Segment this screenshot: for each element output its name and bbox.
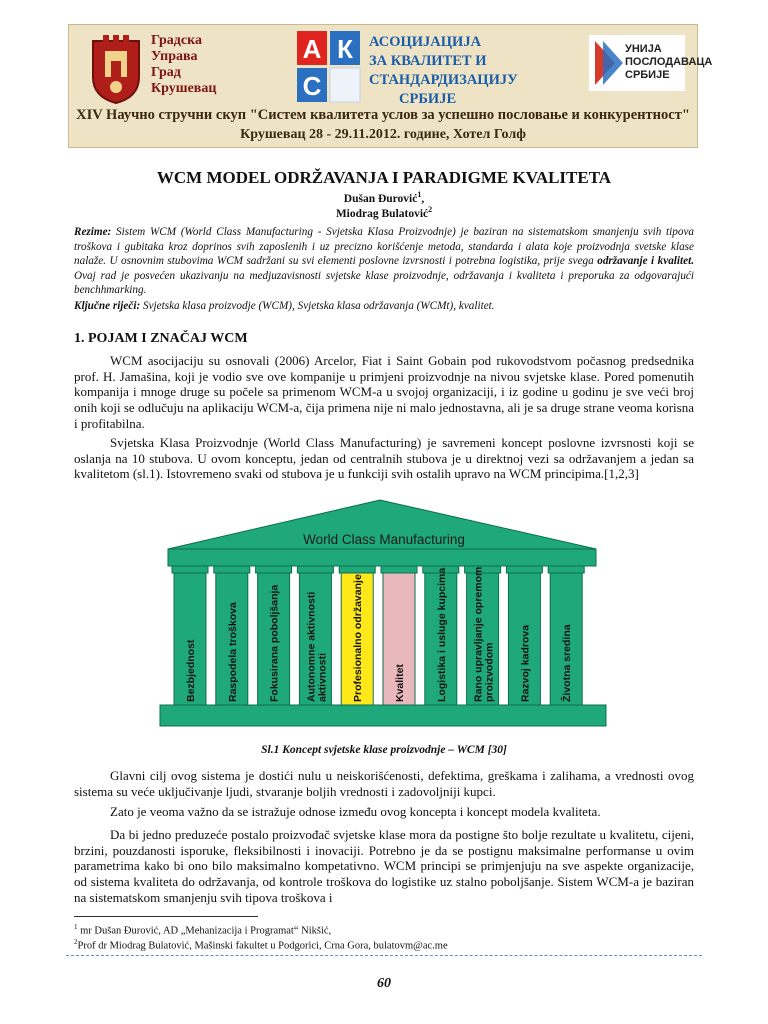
- ak-letter-k: К: [337, 34, 353, 64]
- pillar-capital: [172, 566, 208, 573]
- pillar-capital: [297, 566, 333, 573]
- footnote-1: $^1$ mr Dušan Đurović, AD „Mehanizacija i Programat“ Nikšić,: [74, 923, 332, 937]
- ak-letter-a: А: [302, 34, 322, 64]
- employers-union-name: УНИЈА ПОСЛОДАВАЦА СРБИЈЕ: [625, 43, 713, 81]
- section-heading: 1. POJAM I ZNAČAJ WCM: [74, 331, 248, 346]
- city-administration-name: Градска Управа Град Крушевац: [151, 33, 217, 96]
- pillar-label: Logistika i usluge kupcima: [435, 567, 448, 702]
- pillar-label: Životna sredina: [561, 624, 574, 702]
- pillar-label: Kvalitet: [394, 664, 406, 702]
- diagram-architrave: [168, 549, 596, 566]
- author-2: Miodrag Bulatović$^2$: [335, 205, 433, 220]
- author-1: Dušan Đurović$^1$,: [343, 190, 425, 205]
- pillar-label: Raspodela troškova: [226, 602, 239, 702]
- pillar-label: Bezbjednost: [185, 639, 197, 702]
- pillar-capital: [506, 566, 542, 573]
- paragraph-3: Glavni cilj ovog sistema je dostići nulu u neiskorišćenosti, defektima, greškama i zalihama, a vrednosti ovog sistema su veće uključivanje ljudi, stvaranje boljih vrednosti i zadovoljniji kupci.: [74, 768, 694, 799]
- diagram-base: [160, 705, 606, 726]
- footer-rule: [66, 955, 702, 956]
- footnote-2: $^2$Prof dr Miodrag Bulatović, Mašinski fakultet u Podgorici, Crna Gora, bulatovm@ac.me: [74, 938, 448, 952]
- pillar-capital: [381, 566, 417, 573]
- paragraph-4: Zato je veoma važno da se istražuje odnose između ovog koncepta i koncept modela kvaliteta.: [110, 804, 601, 819]
- paper-title: WCM MODEL ODRŽAVANJA I PARADIGME KVALITETA: [156, 168, 612, 187]
- conference-title: XIV Научно стручни скуп "Систем квалитета услов за успешно пословање и конкурентност": [76, 107, 690, 123]
- pillar-label: Profesionalno održavanje: [352, 574, 365, 702]
- conference-date-venue: Крушевац 28 - 29.11.2012. године, Хотел Голф: [240, 127, 526, 142]
- pillar-label: Autonomne aktivnostiaktivnosti: [305, 591, 329, 702]
- association-name: АСОЦИЈАЦИЈА ЗА КВАЛИТЕТ И СТАНДАРДИЗАЦИЈУ СРБИЈЕ: [369, 34, 518, 107]
- paragraph-2: Svjetska Klasa Proizvodnje (World Class Manufacturing) je savremeni koncept poslovne izvrsnosti koji se oslanja na 10 stubova. U ovom konceptu, jedan od centralnih stubova je u direktnoj vezi sa održavanjem a jedan sa kvalitetom (sl.1). Istovremeno svaki od stubova je u funkciji svih ostalih upravo na WCM principima.[1,2,3]: [74, 435, 694, 482]
- pillar-capital: [214, 566, 250, 573]
- paragraph-1: WCM asocijaciju su osnovali (2006) Arcelor, Fiat i Saint Gobain pod rukovodstvom počasnog predsednika prof. H. Jamašina, koji je vodio sve ove kompanije u primjeni proizvodnje na nivou svjetske klase. Pored pomenutih kompanija i mnoge druge su počele sa primenom WCM-a u svojoj organizaciji, i iz godine u godinu je sve veći broj onih koji se odlučuju na aplikaciju WCM-a, čija primena nije ni malo jednostavna, ali je sa druge strane veoma korisna i profitabilna.: [74, 353, 694, 431]
- pillar-label: Rano upravljanje opremomproizvodom: [472, 566, 496, 702]
- footnote-separator: [74, 916, 258, 917]
- pillar-capital: [339, 566, 375, 573]
- pillar-capital: [548, 566, 584, 573]
- page-number: 60: [377, 976, 391, 991]
- ak-letter-s: С: [302, 71, 322, 101]
- keywords: Ključne riječi: Svjetska klasa proizvodje (WCM), Svjetska klasa održavanja (WCMt), kvalitet.: [74, 300, 495, 312]
- abstract: Rezime: Sistem WCM (World Class Manufacturing - Svjetska Klasa Proizvodnje) je baziran na sistematskom smanjenju svih tipova troškova i gubitaka kroz doprinos svih zaposlenih i uz precizno korišćenje metoda, standarda i alata koje proizvodnja svetske klase nalaže. U osnovnim stubovima WCM sadržani su svi elementi poslovne izvrsnosti i potrebna logistika, prije svega održavanje i kvalitet. Ovaj rad je posvećen ukazivanju na medjuzavisnosti svjetske klase proizvodnje, održavanja i kvaliteta i preporuka za odgovarajući benchhmarking.: [74, 226, 695, 296]
- paragraph-5: Da bi jedno preduzeće postalo proizvođač svjetske klase mora da postigne što bolje rezultate u kvalitetu, cijeni, brzini, pouzdanosti isporuke, fleksibilnosti i inovaciji. Potrebno je da se postignu maksimalne performanse u ovim parametrima kako bi ono bilo maksimalno kompetativno. WCM principi se primjenjuju na sve aspekte organizacije, od sistema kvaliteta do održavanja, od kontrole troškova do logistike uz stalno poboljšanje. Sistem WCM-a je baziran na sistematskom smanjenju svih tipova troškova i: [74, 827, 694, 905]
- pillar-capital: [256, 566, 292, 573]
- diagram-pillars: [172, 566, 584, 705]
- pillar-label: Fokusirana poboljšanja: [268, 584, 281, 702]
- figure-caption: Sl.1 Koncept svjetske klase proizvodnje – WCM [30]: [261, 744, 507, 756]
- pillar-label: Razvoj kadrova: [519, 624, 532, 702]
- diagram-roof-label: World Class Manufacturing: [303, 532, 465, 547]
